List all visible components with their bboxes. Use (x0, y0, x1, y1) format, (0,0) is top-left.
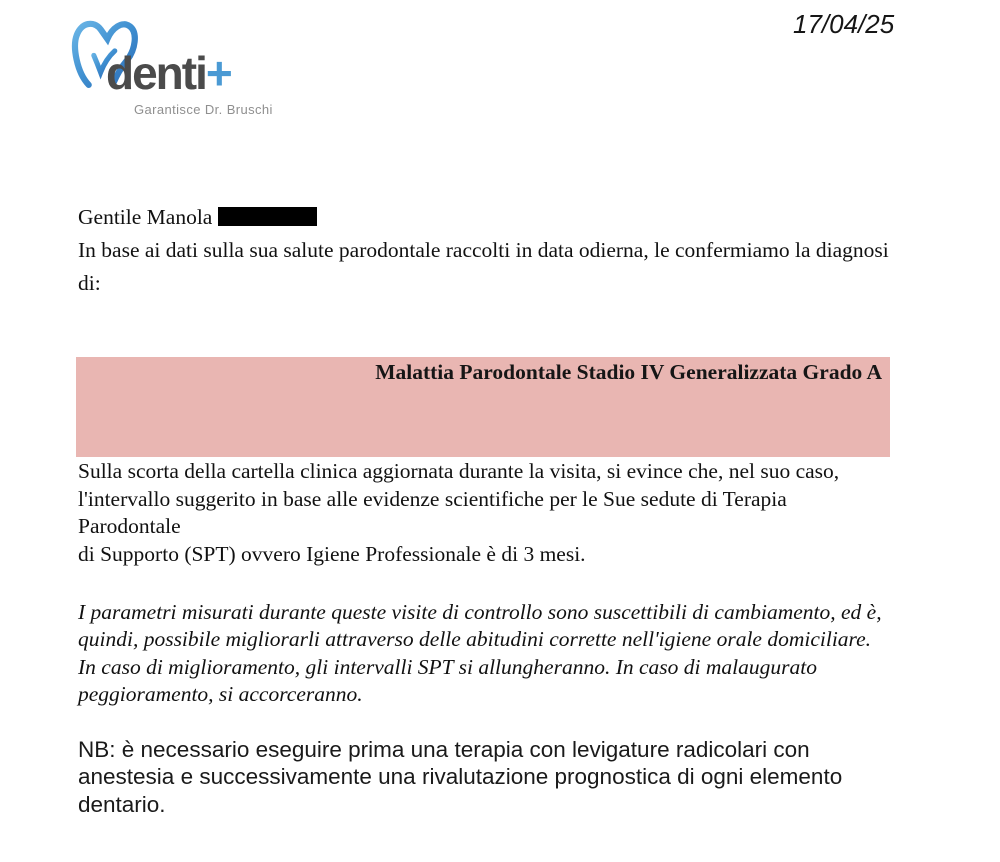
denti-plus-logo (70, 10, 273, 120)
paragraph-line: I parametri misurati durante queste visite di controllo sono suscettibili di cambiamento, ed è, (78, 600, 882, 624)
redacted-surname (218, 207, 317, 226)
spt-interval-paragraph (78, 458, 890, 568)
intro-line: di: (78, 271, 101, 295)
paragraph-line: l'intervallo suggerito in base alle evidenze scientifiche per le Sue sedute di Terapia Parodontale (78, 486, 787, 538)
paragraph-line: In caso di miglioramento, gli intervalli SPT si allungheranno. In caso di malaugurato (78, 654, 817, 679)
nb-paragraph (78, 736, 848, 818)
diagnosis-highlight-box (76, 357, 890, 457)
logo-brand-text: denti (106, 47, 206, 99)
paragraph-line: dentario. (78, 791, 166, 817)
logo-plus-sign: + (205, 47, 233, 99)
intro-line: In base ai dati sulla sua salute parodontale raccolti in data odierna, le confermiamo la diagnosi (78, 238, 889, 262)
logo-wordmark (106, 47, 233, 99)
logo-tagline: Garantisce Dr. Bruschi (134, 102, 273, 117)
diagnosis-text: Malattia Parodontale Stadio IV Generalizzata Grado A (375, 360, 882, 384)
paragraph-line: anestesia e successivamente una rivalutazione prognostica di ogni elemento (78, 764, 843, 790)
document-date: 17/04/25 (793, 9, 895, 39)
paragraph-line: peggioramento, si accorceranno. (78, 681, 363, 706)
paragraph-line: quindi, possibile migliorarli attraverso delle abitudini corrette nell'igiene orale domiciliare. (78, 627, 872, 652)
paragraph-line: di Supporto (SPT) ovvero Igiene Professionale è di 3 mesi. (78, 541, 586, 566)
intro-paragraph (78, 201, 890, 300)
greeting-line (78, 201, 890, 234)
parameters-note-paragraph (78, 599, 890, 708)
paragraph-line: NB: è necessario eseguire prima una terapia con levigature radicolari con (78, 737, 810, 762)
greeting-text: Gentile Manola (78, 205, 213, 229)
paragraph-line: Sulla scorta della cartella clinica aggiornata durante la visita, si evince che, nel suo caso, (78, 459, 840, 483)
